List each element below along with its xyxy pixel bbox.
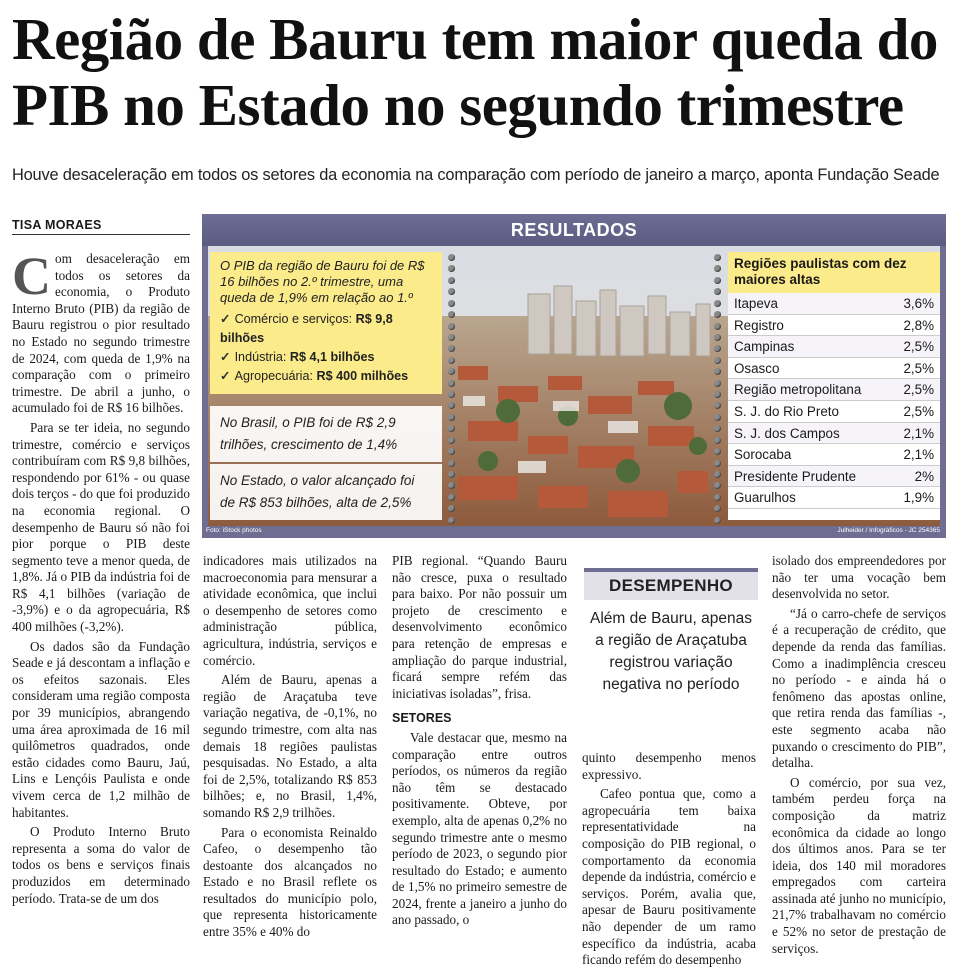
dropcap: C <box>12 246 51 306</box>
art-credit: Julheider / Infográficos - JC 254365 <box>837 527 940 534</box>
column-3 <box>392 553 567 932</box>
check-icon: ✓ <box>220 350 231 364</box>
region-value: 2% <box>914 468 934 484</box>
paragraph: Com desaceleração em todos os setores da economia, o Produto Interno Bruto (PIB) da região de Bauru registrou o pior resultado no Estado no segundo trimestre de 2024, com queda de 1,9% na comparação com o primeiro trimestre. De abril a junho, o acumulado foi de R$ 16 bilhões. <box>12 246 190 416</box>
sector-value: R$ 400 milhões <box>316 369 409 383</box>
sector-value: R$ 9,8 bilhões <box>220 312 393 345</box>
brasil-box: No Brasil, o PIB foi de R$ 2,9 trilhões, crescimento de 1,4% <box>210 406 442 462</box>
column-1 <box>12 246 190 910</box>
headline: Região de Bauru tem maior queda do PIB no Estado no segundo trimestre <box>12 6 938 138</box>
region-value: 2,5% <box>903 360 934 376</box>
table-row <box>728 379 940 401</box>
region-name: Guarulhos <box>734 490 796 506</box>
table-row <box>728 487 940 509</box>
region-name: Presidente Prudente <box>734 468 857 484</box>
sector-value: R$ 4,1 bilhões <box>289 350 375 364</box>
sector-item <box>220 348 432 367</box>
column-5 <box>772 553 946 960</box>
sector-label: Comércio e serviços: <box>234 312 353 326</box>
table-rows <box>728 293 940 509</box>
photo-credit: Foto: iStock photos <box>206 527 262 534</box>
dot-column-right <box>714 254 724 524</box>
check-icon: ✓ <box>220 312 231 326</box>
table-row <box>728 293 940 315</box>
region-value: 2,1% <box>903 425 934 441</box>
sector-item <box>220 310 432 348</box>
paragraph: isolado dos empreendedores por não ter uma vocação bem desenvolvida no setor. <box>772 553 946 602</box>
region-name: S. J. dos Campos <box>734 425 840 441</box>
check-icon: ✓ <box>220 369 231 383</box>
paragraph: “Já o carro-chefe de serviços é a recuperação de crédito, que depende da renda das famílias. Como a inadimplência cresceu no período - e ainda há o fenômeno das apostas online, que retira renda das famílias -, este segmento acaba não puxando o crescimento do PIB”, detalha. <box>772 605 946 771</box>
region-name: Região metropolitana <box>734 382 862 398</box>
paragraph: indicadores mais utilizados na macroeconomia para mensurar a atividade econômica, que inclui o desempenho de setores como administração pública, agricultura, indústria, serviços e comércio. <box>203 553 377 668</box>
region-name: Sorocaba <box>734 447 792 463</box>
region-value: 2,5% <box>903 339 934 355</box>
paragraph: Para o economista Reinaldo Cafeo, o desempenho tão destoante dos alcançados no Estado e no Brasil reflete os resultados do município polo, que representa historicamente entre 35% e 40% do <box>203 824 377 940</box>
city-photo <box>208 246 940 526</box>
table-title: Regiões paulistas com dez maiores altas <box>728 252 940 293</box>
top-regions-table <box>728 252 940 520</box>
subheadline: Houve desaceleração em todos os setores da economia na comparação com período de janeiro a março, aponta Fundação Seade <box>12 166 940 184</box>
region-name: Registro <box>734 317 784 333</box>
pib-lead-text: O PIB da região de Bauru foi de R$ 16 bilhões no 2.º trimestre, uma queda de 1,9% em relação ao 1.º <box>220 258 425 305</box>
region-value: 3,6% <box>903 296 934 311</box>
desempenho-callout <box>584 568 758 724</box>
callout-text: Além de Bauru, apenas a região de Araçatuba registrou variação negativa no período <box>590 610 752 693</box>
paragraph: quinto desempenho menos expressivo. <box>582 750 756 782</box>
table-row <box>728 423 940 445</box>
region-value: 2,5% <box>903 403 934 419</box>
callout-title: DESEMPENHO <box>584 572 758 600</box>
paragraph: Os dados são da Fundação Seade e já descontam a inflação e os efeitos sazonais. Eles consideram uma região composta por 39 municípios, abrangendo uma área aproximada de 16 mil quilômetros quadrados, onde estão cidades como Bauru, Jaú, Lins e Lençóis Paulista e onde vivem cerca de 1,2 milhão de habitantes. <box>12 638 190 820</box>
paragraph: PIB regional. “Quando Bauru não cresce, puxa o resultado para baixo. Por não possuir um projeto de crescimento e desenvolvimento econômico para retenção de empresas e ampliação do parque industrial, ficará sempre refém das iniciativas isoladas”, frisa. <box>392 553 567 701</box>
region-value: 2,5% <box>903 382 934 398</box>
infographic-title: RESULTADOS <box>202 214 946 246</box>
pib-summary-box <box>210 252 442 394</box>
region-name: Osasco <box>734 360 780 376</box>
region-name: Campinas <box>734 339 795 355</box>
table-row <box>728 444 940 466</box>
infographic <box>202 214 946 538</box>
paragraph: Para se ter ideia, no segundo trimestre, comércio e serviços contribuíram com R$ 9,8 bilhões, respondendo por 61% - ou quase dois terços - do que foi produzido na economia regional. O desempenho de Bauru só não foi pior porque o PIB deste segmento teve a menor queda, de 1,8%. Já o PIB da indústria foi de R$ 4,1 bilhões (variação de -3,9%) e o da agropecuária, R$ 400 milhões (-3,2%). <box>12 419 190 635</box>
region-value: 2,8% <box>903 317 934 333</box>
region-name: Itapeva <box>734 296 778 311</box>
paragraph: Além de Bauru, apenas a região de Araçatuba teve variação negativa, de -0,1%, no segundo trimestre, com alta nas demais 18 regiões paulistas pesquisadas. No Estado, a alta foi de 2,5%, totalizando R$ 853 bilhões; e, no Brasil, 1,4%, somando R$ 2,9 trilhões. <box>203 672 377 820</box>
column-2 <box>203 553 377 944</box>
sector-label: Indústria: <box>234 350 287 364</box>
sector-item <box>220 367 432 386</box>
region-value: 2,1% <box>903 447 934 463</box>
column-4 <box>582 750 756 972</box>
region-name: S. J. do Rio Preto <box>734 403 839 419</box>
table-row <box>728 466 940 488</box>
table-row <box>728 336 940 358</box>
dot-column-left <box>448 254 458 524</box>
paragraph: Cafeo pontua que, como a agropecuária tem baixa representatividade na composição do PIB regional, o comportamento da economia depende da indústria, comércio e serviços. Porém, avalia que, apesar de Bauru positivamente não depender de um ramo específico da indústria, acaba ficando refém do desempenho <box>582 786 756 968</box>
paragraph: Vale destacar que, mesmo na comparação entre outros períodos, os números da região não têm se destacado positivamente. Obteve, por exemplo, alta de apenas 0,2% no segundo trimestre ante o mesmo período de 2023, o segundo pior resultado do Estado; e aumento de 1,5% no primeiro semestre de 2024, frente a janeiro a junho do ano passado, o <box>392 729 567 928</box>
sector-label: Agropecuária: <box>234 369 313 383</box>
table-row <box>728 401 940 423</box>
table-row <box>728 358 940 380</box>
paragraph: O Produto Interno Bruto representa a soma do valor de todos os bens e serviços finais produzidos em determinado período. Trata-se de um dos <box>12 824 190 906</box>
estado-box: No Estado, o valor alcançado foi de R$ 853 bilhões, alta de 2,5% <box>210 464 442 520</box>
section-subtitle: SETORES <box>392 711 452 726</box>
region-value: 1,9% <box>903 490 934 506</box>
paragraph: O comércio, por sua vez, também perdeu força na composição da matriz econômica da cidade ao longo dos últimos anos. Para se ter ideia, dos 140 mil moradores empregados com carteira assinada até junho no município, 21,7% trabalhavam no comércio e 52% no setor de prestação de serviços. <box>772 774 946 956</box>
table-row <box>728 315 940 337</box>
byline: TISA MORAES <box>12 218 190 235</box>
